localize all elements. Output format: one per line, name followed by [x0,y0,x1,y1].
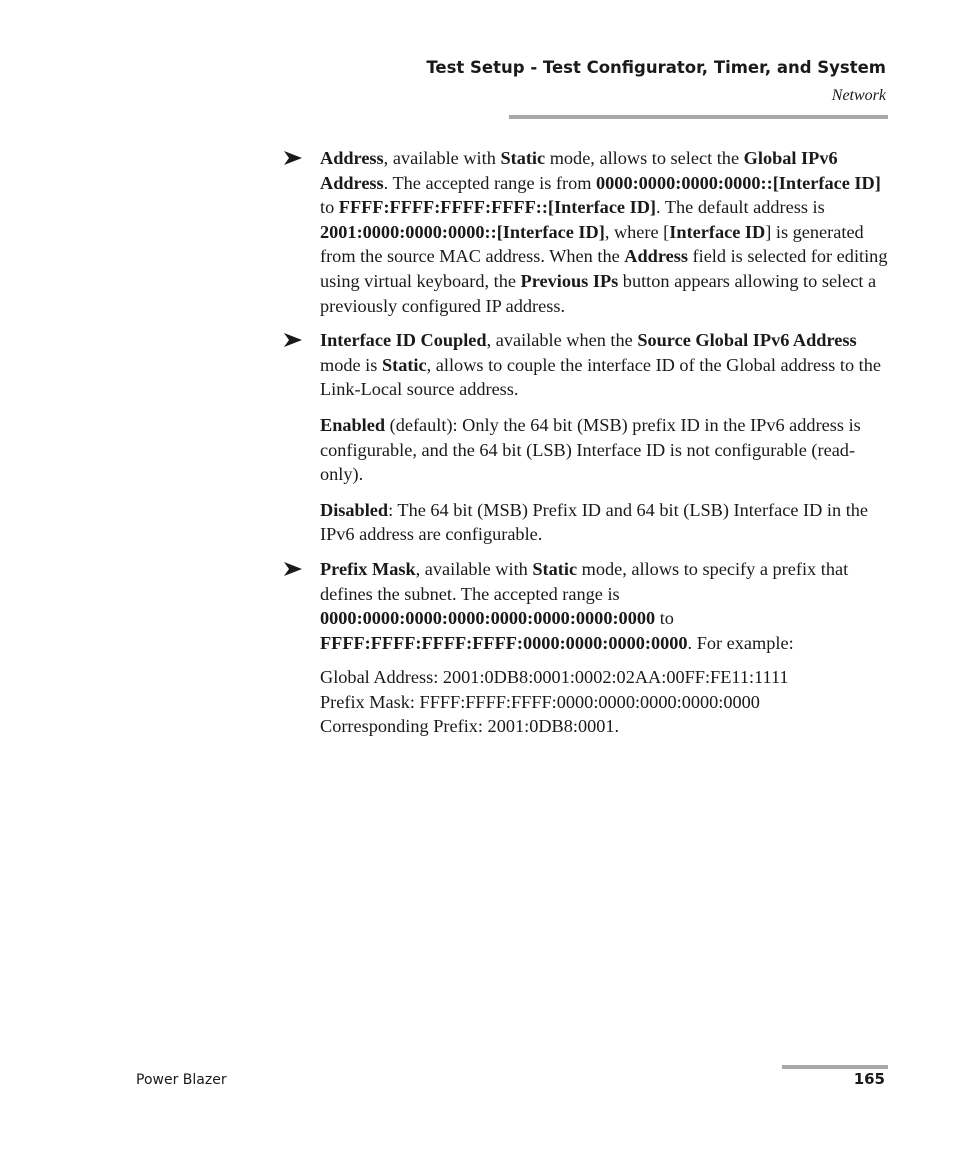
bold-text: Source Global IPv6 Address [637,330,857,351]
text-run: , where [ [604,221,670,242]
example-global-address: Global Address: 2001:0DB8:0001:0002:02AA:00FF:FE11:1111 [320,667,789,688]
bold-text: FFFF:FFFF:FFFF:FFFF:0000:0000:0000:0000 [320,632,688,653]
bold-text: Previous IPs [520,270,619,291]
item-sub-paragraph [320,498,890,547]
example-prefix-mask: Prefix Mask: FFFF:FFFF:FFFF:0000:0000:0000:0000:0000 [320,691,760,712]
item-paragraph [320,557,890,655]
text-run: , available when the [486,330,638,351]
list-item [284,557,890,655]
bold-text: Static [532,558,578,579]
text-run: (default): Only the 64 bit (MSB) prefix ID in the IPv6 address is configurable, and the 64 bit (LSB) Interface ID is not configurable (read-only). [320,414,861,485]
text-run: button appears allowing to select a previously configured IP address. [320,270,877,316]
page-number: 165 [853,1070,885,1088]
bold-text: 0000:0000:0000:0000::[Interface ID] [596,172,881,193]
text-run: : The 64 bit (MSB) Prefix ID and 64 bit (LSB) Interface ID in the IPv6 address are configurable. [320,499,869,545]
bold-text: 2001:0000:0000:0000::[Interface ID] [320,221,605,242]
page-header [426,57,886,107]
item-sub-paragraph [320,413,890,487]
item-paragraph [320,146,890,318]
bullet-list [284,146,890,655]
bold-text: Global IPv6 Address [320,148,838,193]
bold-text: Static [500,148,546,168]
header-rule [509,115,888,119]
text-run: , available with [383,148,501,168]
bold-text: Disabled [320,499,389,520]
text-run: mode, allows to specify a prefix that defines the subnet. The accepted range is [320,558,849,604]
text-run: mode, allows to select the [545,148,744,168]
bold-text: Address [320,148,384,168]
bold-text: Interface ID Coupled [320,330,487,351]
example-corresponding-prefix: Corresponding Prefix: 2001:0DB8:0001. [320,716,620,737]
arrowhead-bullet-icon [284,333,302,347]
item-paragraph [320,328,890,402]
bold-text: Address [624,246,688,267]
text-run: . The default address is [656,197,825,218]
text-run: . For example: [687,632,794,653]
section-title: Network [831,87,886,104]
text-run: . The accepted range is from [383,172,597,193]
bold-text: FFFF:FFFF:FFFF:FFFF::[Interface ID] [338,197,657,218]
example-block [320,665,890,739]
bold-text: Enabled [320,414,386,435]
text-run: ] is generated from the source MAC address. When the [320,221,864,267]
bold-text: Prefix Mask [320,558,416,579]
arrowhead-bullet-icon [284,151,302,165]
bold-text: 0000:0000:0000:0000:0000:0000:0000:0000 [320,608,656,629]
arrowhead-bullet-icon [284,562,302,576]
text-run: , allows to couple the interface ID of the Global address to the Link-Local source address. [320,354,881,400]
body-text [284,146,890,739]
footer-product-name: Power Blazer [136,1072,227,1088]
text-run: to [320,197,339,218]
list-item [284,146,890,318]
text-run: field is selected for editing using virtual keyboard, the [320,246,888,291]
text-run: to [655,608,674,629]
text-run: , available with [415,558,533,579]
bold-text: Static [381,354,427,375]
text-run: mode is [320,354,382,375]
bold-text: Interface ID [669,221,766,242]
chapter-title: Test Setup - Test Configurator, Timer, and System [426,58,886,77]
list-item [284,328,890,547]
